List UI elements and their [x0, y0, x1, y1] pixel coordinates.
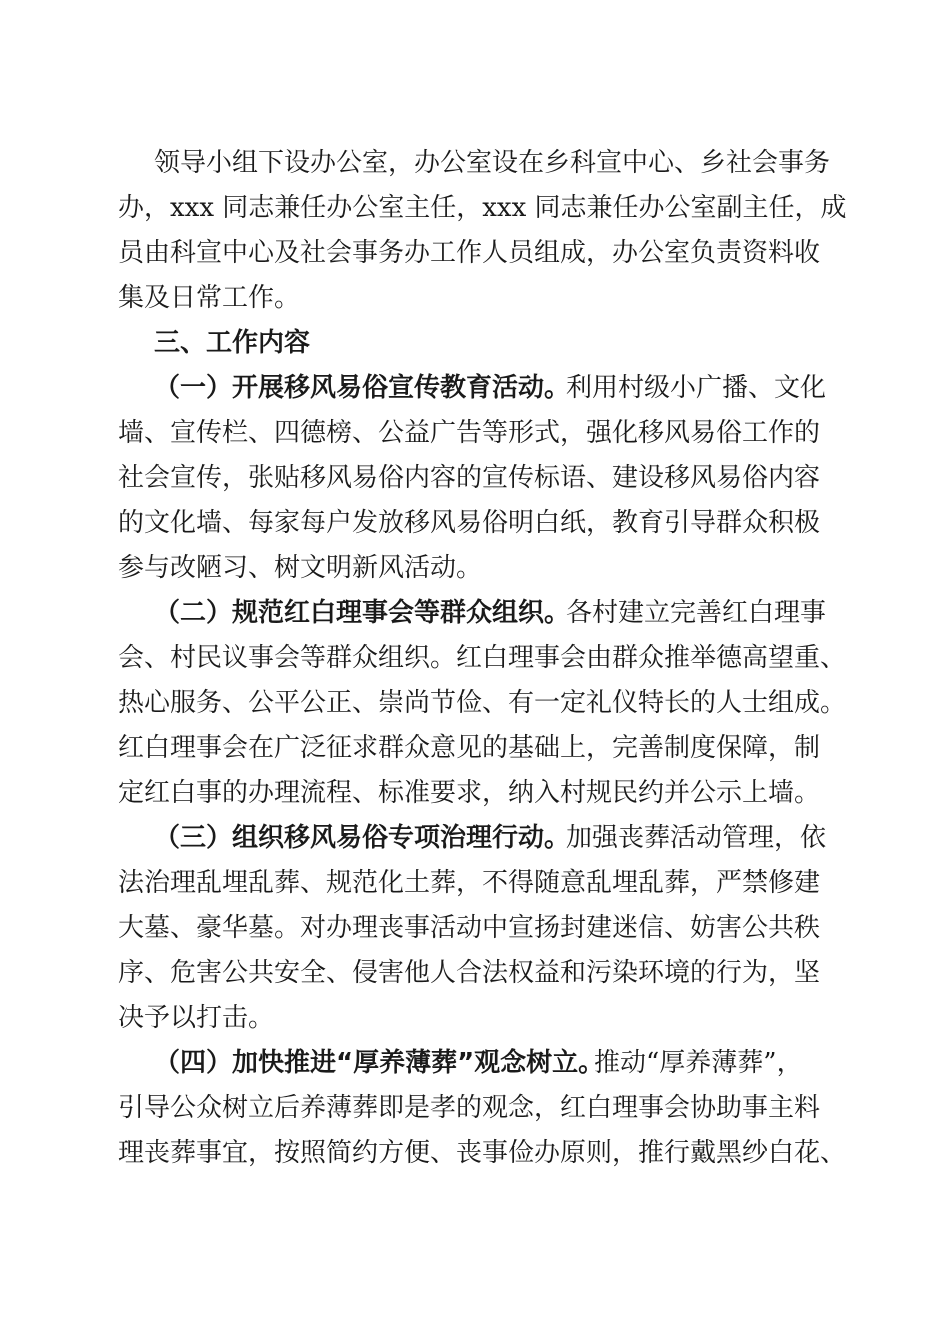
item-1-text: 利用村级小广播、文化: [566, 373, 827, 403]
paragraph-text: 序、危害公共安全、侵害他人合法权益和污染环境的行为，坚: [118, 958, 821, 988]
paragraph-text: 决予以打击。: [118, 1003, 275, 1033]
paragraph-text: 社会宣传，张贴移风易俗内容的宣传标语、建设移风易俗内容: [118, 463, 821, 493]
paragraph-text: 热心服务、公平公正、崇尚节俭、有一定礼仪特长的人士组成。: [118, 688, 847, 718]
paragraph-text: 会、村民议事会等群众组织。红白理事会由群众推举德高望重、: [118, 643, 847, 673]
item-2-text: 各村建立完善红白理事: [566, 598, 827, 628]
paragraph-text: 法治理乱埋乱葬、规范化土葬，不得随意乱埋乱葬，严禁修建: [118, 868, 821, 898]
paragraph-text: 墙、宣传栏、四德榜、公益广告等形式，强化移风易俗工作的: [118, 418, 821, 448]
item-3-text: 加强丧葬活动管理，依: [566, 823, 827, 853]
paragraph-text: 的文化墙、每家每户发放移风易俗明白纸，教育引导群众积极: [118, 508, 821, 538]
paragraph-text: 理丧葬事宜，按照简约方便、丧事俭办原则，推行戴黑纱白花、: [118, 1138, 847, 1168]
item-4-text: 推动“厚养薄葬”，: [594, 1048, 803, 1078]
section-heading-text: 三、工作内容: [154, 328, 311, 358]
item-3-title: （三）组织移风易俗专项治理行动。: [154, 823, 571, 853]
paragraph-text: 集及日常工作。: [118, 283, 301, 313]
paragraph-text: 定红白事的办理流程、标准要求，纳入村规民约并公示上墙。: [118, 778, 821, 808]
item-1-title: （一）开展移风易俗宣传教育活动。: [154, 373, 571, 403]
paragraph-text: 办，xxx 同志兼任办公室主任，xxx 同志兼任办公室副主任，成: [118, 193, 847, 223]
paragraph-text: 员由科宣中心及社会事务办工作人员组成，办公室负责资料收: [118, 238, 821, 268]
paragraph-text: 红白理事会在广泛征求群众意见的基础上，完善制度保障，制: [118, 733, 821, 763]
paragraph-text: 领导小组下设办公室，办公室设在乡科宣中心、乡社会事务: [154, 148, 831, 178]
item-4-title: （四）加快推进“厚养薄葬”观念树立。: [154, 1048, 605, 1078]
item-2-title: （二）规范红白理事会等群众组织。: [154, 598, 571, 628]
paragraph-text: 大墓、豪华墓。对办理丧事活动中宣扬封建迷信、妨害公共秩: [118, 913, 821, 943]
paragraph-text: 引导公众树立后养薄葬即是孝的观念，红白理事会协助事主料: [118, 1093, 821, 1123]
paragraph-text: 参与改陋习、树文明新风活动。: [118, 553, 483, 583]
